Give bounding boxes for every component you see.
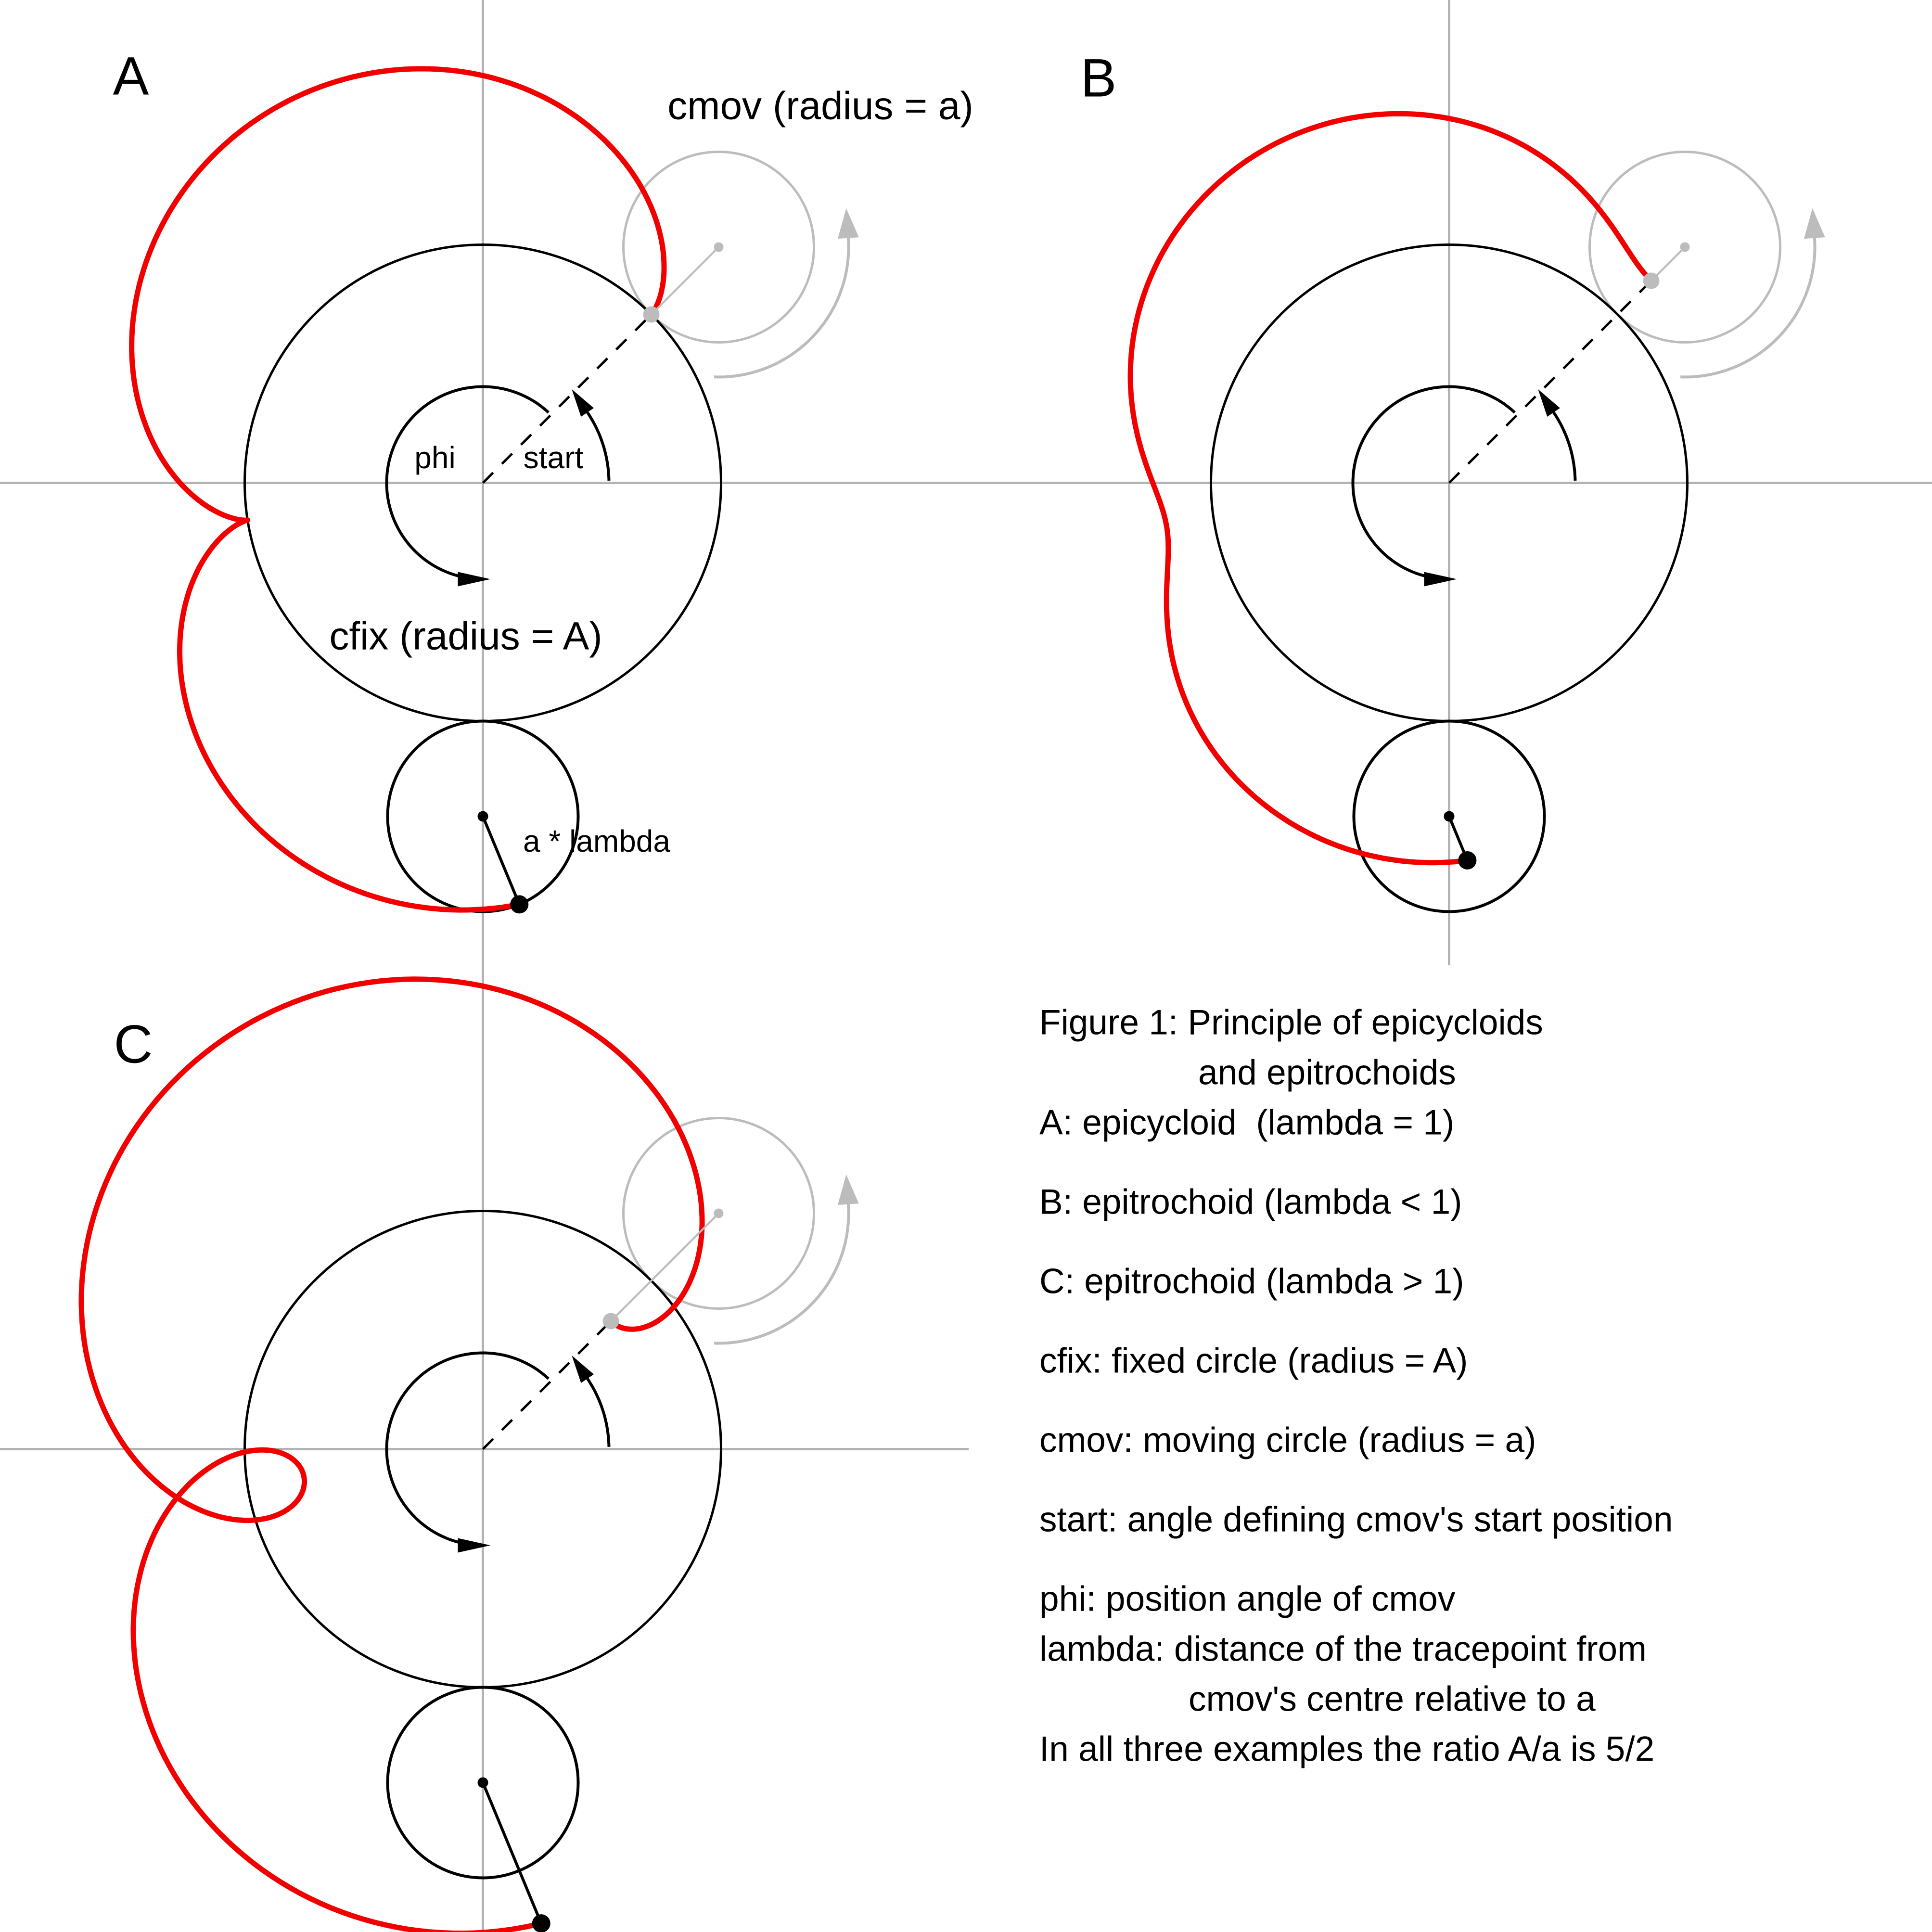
cmov-rotation-arrow-arc <box>1680 238 1815 377</box>
cmov-rotation-arrowhead <box>1804 208 1825 239</box>
cmov-start-center-dot <box>714 1208 724 1218</box>
start-arrowhead <box>572 389 594 417</box>
trace-curve-C <box>81 979 702 1932</box>
start-arrowhead <box>572 1356 594 1383</box>
cmov-start-radius-line <box>611 1213 719 1321</box>
cmov-current-center-dot <box>1444 811 1455 822</box>
tracepoint-dot <box>510 895 528 913</box>
panel-labels <box>113 46 1117 1075</box>
phi-arrowhead <box>1424 572 1457 587</box>
tracepoint-dot <box>532 1914 550 1932</box>
legend <box>1039 1003 1673 1769</box>
start-tracepoint-dot <box>1643 272 1660 289</box>
trace-curve-A <box>132 69 664 910</box>
panel-a-graphics <box>132 69 859 914</box>
legend-line: A: epicycloid (lambda = 1) <box>1039 1103 1455 1142</box>
legend-line: cmov: moving circle (radius = a) <box>1039 1420 1536 1460</box>
legend-line: lambda: distance of the tracepoint from <box>1039 1629 1647 1669</box>
tracepoint-dot <box>1458 851 1476 870</box>
legend-line: start: angle defining cmov's start position <box>1039 1500 1673 1539</box>
cmov-start-center-dot <box>714 242 724 252</box>
start-arc <box>1554 412 1575 481</box>
cmov-current-center-dot <box>478 1778 488 1788</box>
panel-letter-b: B <box>1080 48 1117 108</box>
phi-label: phi <box>414 440 456 475</box>
start-arrowhead <box>1538 389 1560 417</box>
start-label: start <box>523 440 584 475</box>
trace-curve-B <box>1130 114 1651 862</box>
tracepoint-radius-line <box>483 817 520 905</box>
legend-line: and epitrochoids <box>1198 1053 1456 1092</box>
legend-line: B: epitrochoid (lambda < 1) <box>1039 1182 1462 1222</box>
panel-b-graphics <box>1130 114 1825 911</box>
tracepoint-radius-line <box>483 1783 541 1924</box>
a-lambda-label: a * lambda <box>523 824 670 858</box>
phi-arrowhead <box>458 572 491 587</box>
start-tracepoint-dot <box>643 306 660 322</box>
cmov-rotation-arrow-arc <box>714 238 848 377</box>
legend-line: Figure 1: Principle of epicycloids <box>1039 1003 1543 1042</box>
panel-letter-a: A <box>113 46 149 106</box>
legend-line: C: epitrochoid (lambda > 1) <box>1039 1262 1464 1301</box>
cmov-label: cmov (radius = a) <box>667 84 973 128</box>
cmov-rotation-arrow-arc <box>714 1204 848 1343</box>
phi-arrowhead <box>458 1538 491 1553</box>
start-dashed-line <box>1449 281 1651 483</box>
legend-line: In all three examples the ratio A/a is 5/2 <box>1039 1729 1655 1769</box>
panel-c-graphics <box>81 979 859 1932</box>
cmov-rotation-arrowhead <box>838 208 859 239</box>
cmov-start-center-dot <box>1680 242 1690 252</box>
start-tracepoint-dot <box>603 1313 619 1329</box>
legend-line: cfix: fixed circle (radius = A) <box>1039 1341 1468 1381</box>
start-arc <box>588 412 609 481</box>
cmov-rotation-arrowhead <box>838 1175 859 1205</box>
cmov-current-center-dot <box>478 811 488 822</box>
cfix-label: cfix (radius = A) <box>329 614 602 658</box>
panel-letter-c: C <box>114 1014 153 1075</box>
start-arc <box>588 1379 609 1447</box>
legend-line: cmov's centre relative to a <box>1189 1679 1596 1719</box>
legend-line: phi: position angle of cmov <box>1039 1579 1456 1619</box>
